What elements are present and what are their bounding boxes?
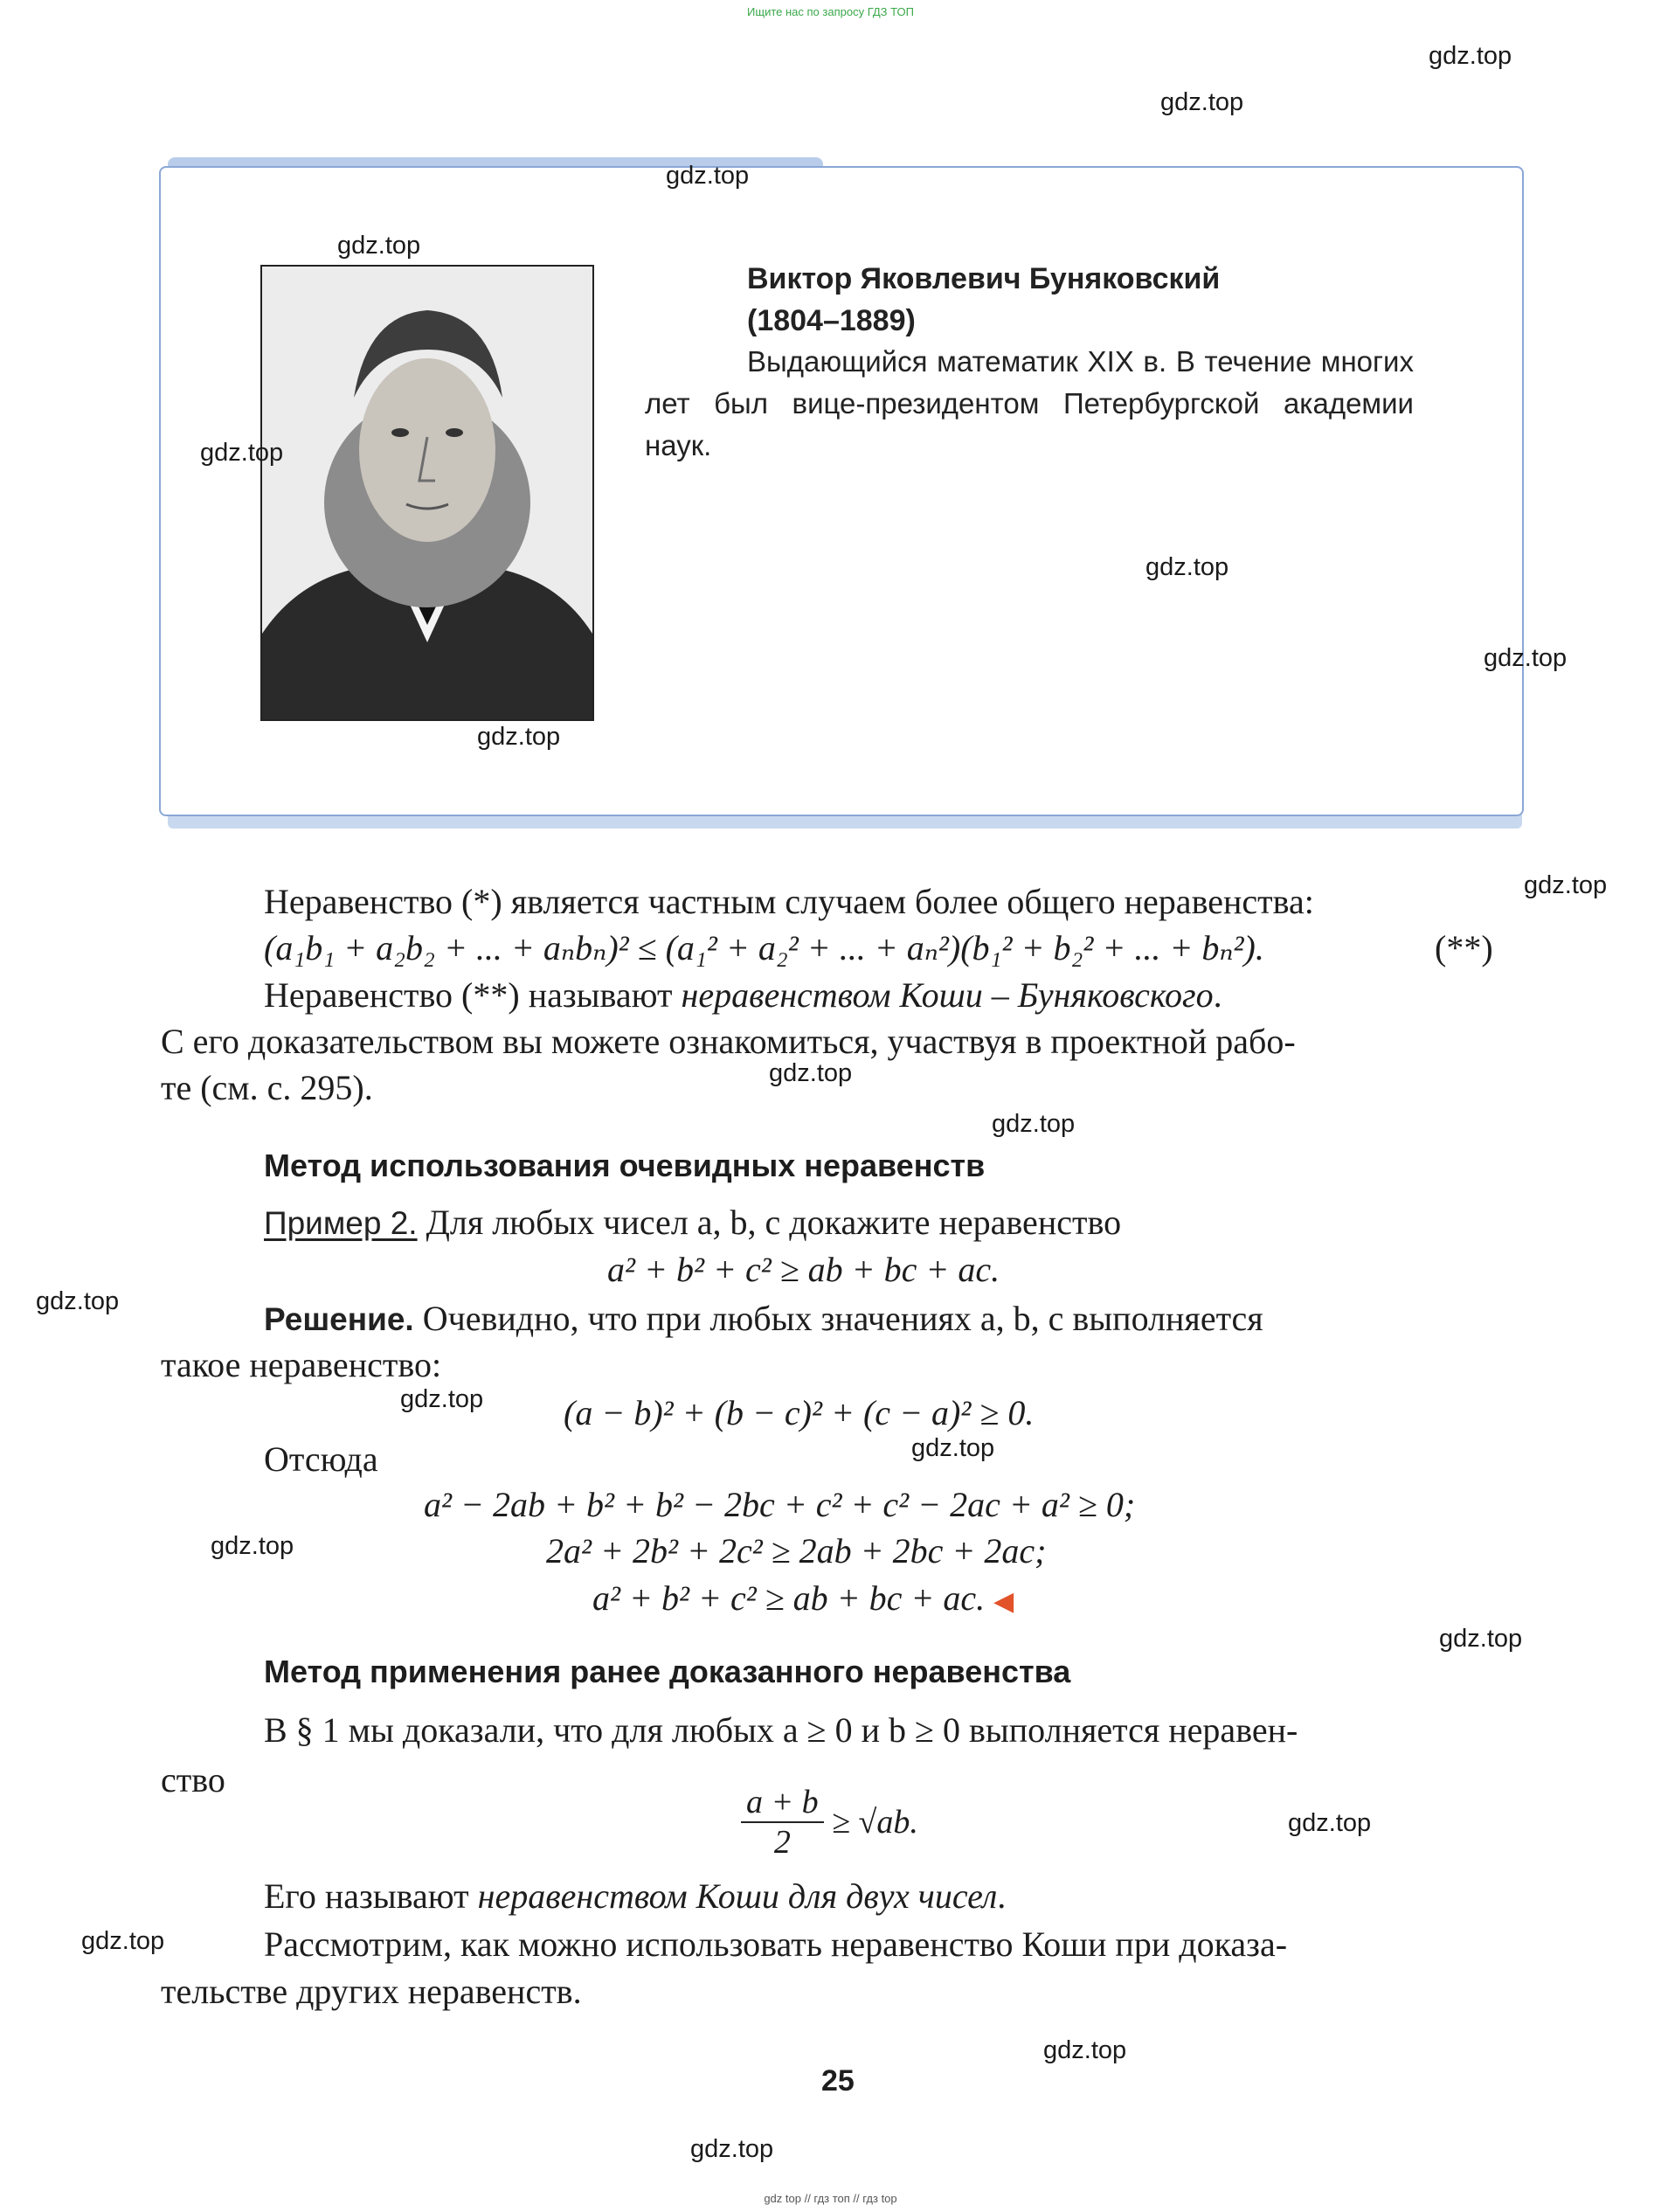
solution-line2: такое неравенство: (161, 1345, 442, 1384)
cauchy-two-numbers-formula (741, 1783, 918, 1862)
paragraph-3-line1: В § 1 мы доказали, что для любых a ≥ 0 и b ≥ 0 выполняется неравен- (264, 1710, 1298, 1750)
watermark: gdz.top (1484, 644, 1568, 672)
watermark: gdz.top (1145, 553, 1229, 581)
derivation-step-1: a² − 2ab + b² + b² − 2bc + c² + c² − 2ac + a² ≥ 0; (424, 1485, 1136, 1524)
watermark: gdz.top (477, 723, 561, 751)
derivation-step-3 (592, 1575, 1014, 1626)
example-text: Для любых чисел a, b, c докажите неравенство (417, 1203, 1122, 1242)
watermark: gdz.top (211, 1532, 294, 1560)
formula-tag: (**) (1435, 928, 1493, 967)
paragraph-1-line1: Неравенство (*) является частным случаем более общего неравенства: (264, 882, 1314, 921)
paragraph-5-line1: Рассмотрим, как можно использовать неравенство Коши при доказа- (264, 1924, 1288, 1964)
bio-text: Выдающийся математик XIX в. В течение многих лет был вице-президентом Петербургской академии наук. (645, 345, 1414, 461)
watermark: gdz.top (200, 439, 284, 467)
cauchy-denominator: 2 (773, 1824, 791, 1861)
cauchy-rhs: ≥ √ab. (832, 1804, 918, 1841)
p4-text-b: . (997, 1876, 1007, 1916)
watermark: gdz.top (690, 2135, 774, 2163)
watermark: gdz.top (1439, 1625, 1523, 1653)
top-banner: Ищите нас по запросу ГДЗ ТОП (747, 5, 914, 18)
solution-line (264, 1295, 1263, 1343)
cauchy-bunyakovsky-formula: (a₁b₁ + a₂b₂ + ... + aₙbₙ)² ≤ (a₁² + a₂² + ... + aₙ²)(b₁² + b₂² + ... + bₙ²). (264, 928, 1264, 967)
watermark: gdz.top (337, 232, 421, 260)
example-label: Пример 2. (264, 1205, 418, 1241)
watermark: gdz.top (400, 1385, 484, 1413)
paragraph-5-line2: тельстве других неравенств. (161, 1972, 582, 2011)
derivation-step-2: 2a² + 2b² + 2c² ≥ 2ab + 2bc + 2ac; (546, 1531, 1047, 1571)
p4-text-a: Его называют (264, 1876, 478, 1916)
paragraph-2-line1 (264, 972, 1222, 1019)
watermark: gdz.top (1160, 88, 1244, 116)
portrait-image (260, 265, 594, 721)
bio-name-line2: (1804–1889) (747, 304, 916, 337)
page-number: 25 (821, 2064, 855, 2098)
paragraph-2-line3: те (см. с. 295). (161, 1068, 373, 1107)
example-formula: a² + b² + c² ≥ ab + bc + ac. (607, 1250, 1000, 1289)
bottom-banner: gdz top // гдз топ // гдз top (764, 2192, 897, 2205)
end-of-proof-icon: ◀ (993, 1587, 1014, 1616)
p2-emphasis: неравенством Коши – Буняковского (681, 975, 1214, 1015)
heading-obvious-inequalities: Метод использования очевидных неравенств (264, 1148, 986, 1183)
watermark: gdz.top (1524, 871, 1608, 899)
cauchy-fraction (741, 1783, 824, 1862)
paragraph-4 (264, 1873, 1006, 1920)
paragraph-2-line2: С его доказательством вы можете ознакомиться, участвуя в проектной рабо- (161, 1022, 1296, 1061)
derivation-step-3-text: a² + b² + c² ≥ ab + bc + ac. (592, 1578, 986, 1618)
watermark: gdz.top (81, 1927, 165, 1955)
solution-formula: (a − b)² + (b − c)² + (c − a)² ≥ 0. (564, 1393, 1035, 1432)
paragraph-3-line2: ство (161, 1760, 225, 1799)
watermark: gdz.top (666, 162, 750, 190)
p2-text-a: Неравенство (**) называют (264, 975, 682, 1015)
watermark: gdz.top (769, 1059, 853, 1087)
p2-text-b: . (1213, 975, 1222, 1015)
solution-text: Очевидно, что при любых значениях a, b, c выполняется (413, 1299, 1263, 1338)
watermark: gdz.top (1043, 2036, 1127, 2064)
heading-previous-inequality: Метод применения ранее доказанного неравенства (264, 1654, 1071, 1689)
watermark: gdz.top (36, 1287, 120, 1315)
bio-name-line1: Виктор Яковлевич Буняковский (747, 262, 1221, 295)
solution-label: Решение. (264, 1301, 414, 1337)
watermark: gdz.top (992, 1110, 1076, 1138)
watermark: gdz.top (1288, 1809, 1372, 1837)
bio-name (747, 258, 1220, 342)
watermark: gdz.top (911, 1434, 995, 1462)
example-line (264, 1199, 1121, 1247)
cauchy-numerator: a + b (741, 1783, 824, 1823)
hence-label: Отсюда (264, 1439, 378, 1479)
p4-emphasis: неравенством Коши для двух чисел (477, 1876, 998, 1916)
watermark: gdz.top (1429, 42, 1512, 70)
